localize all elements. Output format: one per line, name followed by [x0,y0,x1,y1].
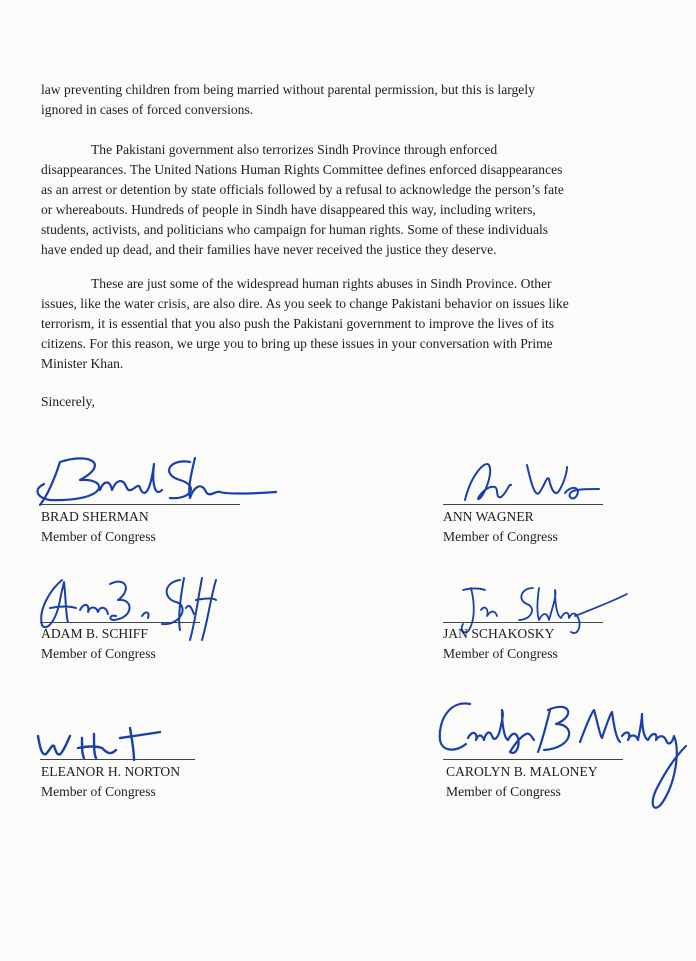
text-line: or whereabouts. Hundreds of people in Sindh have disappeared this way, including writers, [41,202,536,217]
signatory-title: Member of Congress [41,646,156,661]
text-line: issues, like the water crisis, are also dire. As you seek to change Pakistani behavior on issues like [41,296,569,311]
text-line: terrorism, it is essential that you also push the Pakistani government to improve the lives of its [41,316,555,331]
text-line: These are just some of the widespread human rights abuses in Sindh Province. Other [91,276,552,291]
paragraph-3 [41,274,661,374]
signature-eleanor-norton [30,722,170,767]
text-line: students, activists, and politicians who campaign for human rights. Some of these individuals [41,222,549,237]
text-line: law preventing children from being married without parental permission, but this is largely [41,82,535,97]
signatory-title: Member of Congress [41,784,156,799]
text-line: citizens. For this reason, we urge you to bring up these issues in your conversation with Prime [41,336,553,351]
text-line: ignored in cases of forced conversions. [41,102,254,117]
signatory-name: BRAD SHERMAN [41,509,149,524]
signatory-name: JAN SCHAKOSKY [443,626,555,641]
signatory-title: Member of Congress [446,784,561,799]
closing: Sincerely, [41,394,95,409]
text-line: The Pakistani government also terrorizes Sindh Province through enforced [91,142,498,157]
signatory-jan-schakowsky [443,624,558,664]
signatory-name: ELEANOR H. NORTON [41,764,181,779]
signatory-brad-sherman [41,507,156,547]
signature-ann-wagner [455,455,605,510]
signatory-title: Member of Congress [443,529,558,544]
signatory-title: Member of Congress [443,646,558,661]
signature-brad-sherman [30,450,290,515]
signatory-name: ADAM B. SCHIFF [41,626,148,641]
signatory-eleanor-norton [41,762,180,802]
paragraph-2 [41,140,661,260]
signatory-ann-wagner [443,507,558,547]
text-line: disappearances. The United Nations Human Rights Committee defines enforced disappearances [41,162,563,177]
signatory-name: ANN WAGNER [443,509,534,524]
signatory-name: CAROLYN B. MALONEY [446,764,598,779]
signatory-title: Member of Congress [41,529,156,544]
signatory-adam-schiff [41,624,156,664]
text-line: have ended up dead, and their families have never received the justice they deserve. [41,242,497,257]
text-line: as an arrest or detention by state officials followed by a refusal to acknowledge the person’s fate [41,182,564,197]
text-line: Minister Khan. [41,356,124,371]
paragraph-1 [41,80,661,120]
signatory-carolyn-maloney [446,762,598,802]
